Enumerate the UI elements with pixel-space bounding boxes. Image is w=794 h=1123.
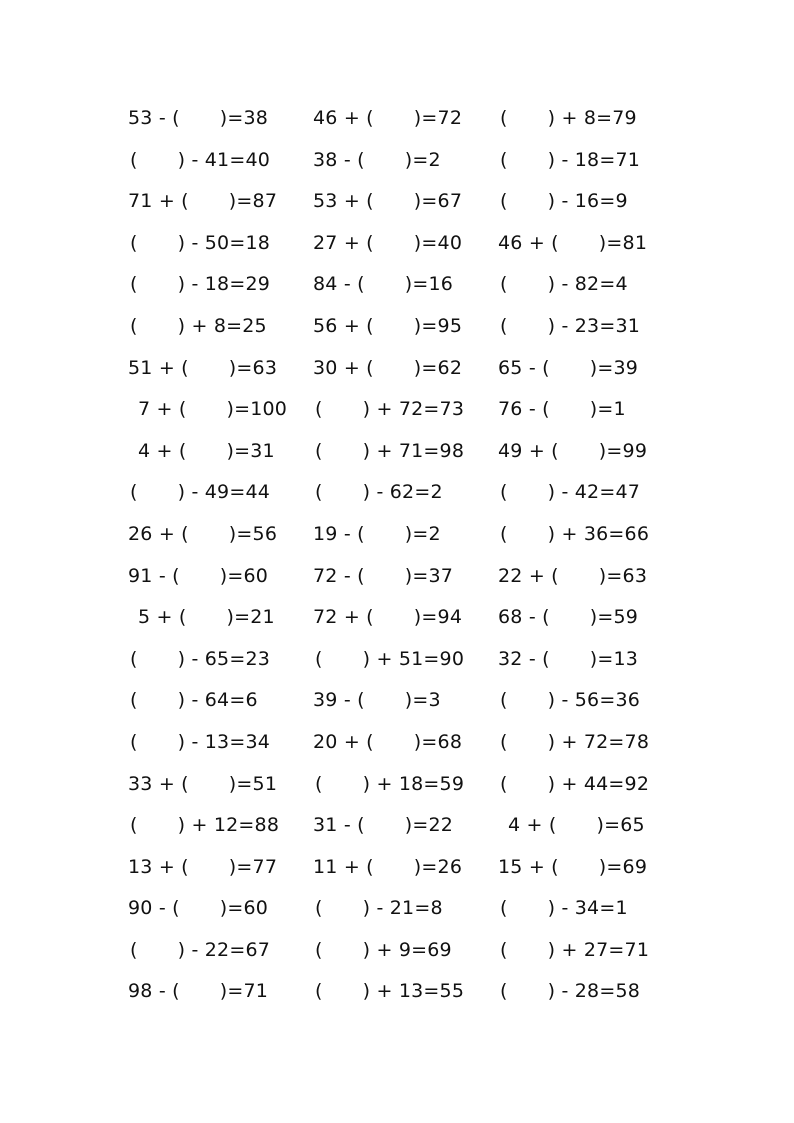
problem-item [313,348,462,390]
problem-left-part: 91 - ( [128,564,180,587]
problem-right-part: )=2 [404,148,441,171]
problem-left-part: ( [500,148,508,171]
problem-left-part: 98 - ( [128,980,180,1003]
problem-left-part: 27 + ( [313,231,374,254]
problem-left-part: 15 + ( [498,855,559,878]
problem-left-part: 26 + ( [128,522,189,545]
problem-right-part: ) - 50=18 [177,231,271,254]
problem-item [130,264,270,306]
problem-right-part: ) + 44=92 [547,772,650,795]
problem-item [315,971,464,1013]
problem-item [500,722,649,764]
problem-left-part: ( [500,897,508,920]
problem-item [313,181,462,223]
problem-right-part: ) + 72=78 [547,730,650,753]
problem-left-part: ( [130,814,138,837]
problem-right-part: ) - 21=8 [362,897,443,920]
problem-row [128,556,658,598]
problem-item [500,140,640,182]
problem-left-part: 53 - ( [128,107,180,129]
problem-row [128,597,658,639]
problem-item [128,514,277,556]
problem-item [128,888,268,930]
problem-left-part: ( [500,522,508,545]
problem-item [500,971,640,1013]
problem-row [128,847,658,889]
problem-right-part: )=59 [589,606,639,629]
problem-item [128,98,268,140]
problem-item [128,556,268,598]
problem-row [128,223,658,265]
problem-item [500,306,640,348]
problem-left-part: 22 + ( [498,564,559,587]
problem-right-part: ) + 71=98 [362,439,465,462]
problem-row [128,98,658,140]
problem-item [315,431,464,473]
problem-right-part: )=56 [228,522,278,545]
problem-left-part: 31 - ( [313,814,365,837]
problem-item [500,888,628,930]
problem-left-part: ( [130,730,138,753]
problem-right-part: ) + 27=71 [547,938,650,961]
problem-right-part: )=69 [598,855,648,878]
problem-row [128,680,658,722]
problem-left-part: ( [130,647,138,670]
problem-left-part: ( [130,148,138,171]
problem-row [128,431,658,473]
problem-item [313,140,441,182]
problem-left-part: 20 + ( [313,730,374,753]
problem-right-part: )=94 [413,606,463,629]
problem-row [128,472,658,514]
problem-item [128,181,277,223]
problem-row [128,348,658,390]
problem-item [313,597,462,639]
problem-row [128,264,658,306]
problem-item [130,680,258,722]
problem-right-part: )=40 [413,231,463,254]
problem-left-part: 90 - ( [128,897,180,920]
problem-left-part: ( [500,107,508,129]
problem-item [315,888,443,930]
problem-right-part: ) - 22=67 [177,938,271,961]
problem-item [500,680,640,722]
problem-left-part: ( [500,481,508,504]
problem-right-part: )=99 [598,439,648,462]
problem-item [130,722,270,764]
problem-right-part: )=77 [228,855,278,878]
problem-item [138,597,275,639]
problem-item [500,181,628,223]
problem-right-part: )=2 [404,522,441,545]
problem-right-part: )=81 [598,231,648,254]
problem-item [498,847,647,889]
problem-left-part: 32 - ( [498,647,550,670]
problem-right-part: ) - 41=40 [177,148,271,171]
problem-right-part: ) - 64=6 [177,689,258,712]
problem-right-part: ) - 34=1 [547,897,628,920]
problem-row [128,514,658,556]
problem-left-part: ( [130,938,138,961]
problem-left-part: 53 + ( [313,190,374,213]
problem-left-part: 38 - ( [313,148,365,171]
problem-right-part: )=26 [413,855,463,878]
problem-left-part: 76 - ( [498,398,550,421]
problem-left-part: ( [315,439,323,462]
problem-item [315,764,464,806]
problem-left-part: 46 + ( [498,231,559,254]
problem-row [128,140,658,182]
problem-left-part: ( [315,647,323,670]
problem-right-part: )=62 [413,356,463,379]
problem-item [313,514,441,556]
problem-left-part: 68 - ( [498,606,550,629]
problem-right-part: )=60 [219,564,269,587]
problem-item [313,680,441,722]
problem-item [498,639,638,681]
problem-left-part: 84 - ( [313,273,365,296]
problem-right-part: )=65 [596,814,645,837]
problem-left-part: ( [500,689,508,712]
problem-right-part: )=37 [404,564,454,587]
problem-right-part: )=16 [404,273,454,296]
problem-item [498,597,638,639]
problem-right-part: ) - 16=9 [547,190,628,213]
problem-item [498,556,647,598]
problem-item [500,98,637,140]
problem-item [315,472,443,514]
problem-left-part: ( [315,481,323,504]
problem-item [313,264,453,306]
problem-right-part: )=21 [226,606,275,629]
problem-right-part: ) - 28=58 [547,980,641,1003]
problem-item [315,389,464,431]
problem-item [130,472,270,514]
problem-left-part: ( [315,938,323,961]
problem-right-part: ) + 51=90 [362,647,465,670]
problem-left-part: ( [130,689,138,712]
problem-right-part: )=13 [589,647,639,670]
problem-right-part: ) - 56=36 [547,689,641,712]
problem-left-part: 49 + ( [498,439,559,462]
problem-right-part: ) - 18=71 [547,148,641,171]
problem-right-part: )=38 [219,107,269,129]
problem-right-part: ) + 72=73 [362,398,465,421]
problem-item [130,805,279,847]
problem-right-part: ) + 13=55 [362,980,465,1003]
problem-row [128,888,658,930]
problem-left-part: ( [500,980,508,1003]
problem-item [313,805,453,847]
problem-right-part: ) + 9=69 [362,938,452,961]
problem-item [313,556,453,598]
problem-row [128,389,658,431]
problem-item [130,639,270,681]
problem-left-part: 7 + ( [138,398,187,421]
problem-left-part: ( [500,730,508,753]
problem-left-part: 65 - ( [498,356,550,379]
problem-item [315,639,464,681]
problem-right-part: ) + 18=59 [362,772,465,795]
problem-right-part: )=100 [226,398,288,421]
problem-right-part: ) - 49=44 [177,481,271,504]
problem-left-part: 4 + ( [508,814,557,837]
problem-left-part: 33 + ( [128,772,189,795]
problem-left-part: ( [315,772,323,795]
problem-row [128,181,658,223]
problem-item [500,930,649,972]
problem-left-part: ( [130,314,138,337]
problem-row [128,764,658,806]
problem-left-part: ( [500,772,508,795]
problem-right-part: )=67 [413,190,463,213]
problem-item [313,847,462,889]
problem-item [313,98,462,140]
problem-item [130,140,270,182]
problem-item [500,472,640,514]
problem-grid [128,98,658,1013]
problem-left-part: ( [500,190,508,213]
problem-right-part: )=72 [413,107,463,129]
problem-right-part: )=63 [598,564,648,587]
problem-left-part: 13 + ( [128,855,189,878]
problem-right-part: ) - 65=23 [177,647,271,670]
problem-item [313,722,462,764]
problem-right-part: )=51 [228,772,278,795]
problem-left-part: 11 + ( [313,855,374,878]
problem-left-part: ( [315,897,323,920]
problem-left-part: ( [130,481,138,504]
problem-row [128,306,658,348]
problem-left-part: 4 + ( [138,439,187,462]
problem-left-part: 5 + ( [138,606,187,629]
problem-right-part: )=63 [228,356,278,379]
problem-left-part: 56 + ( [313,314,374,337]
problem-row [128,805,658,847]
problem-right-part: )=71 [219,980,269,1003]
problem-right-part: )=60 [219,897,269,920]
problem-item [498,431,647,473]
problem-left-part: 51 + ( [128,356,189,379]
problem-item [138,389,287,431]
problem-right-part: ) - 42=47 [547,481,641,504]
problem-right-part: )=31 [226,439,275,462]
problem-row [128,971,658,1013]
problem-left-part: 72 + ( [313,606,374,629]
problem-item [130,306,267,348]
problem-item [508,805,645,847]
problem-right-part: ) + 36=66 [547,522,650,545]
problem-item [313,223,462,265]
problem-left-part: 39 - ( [313,689,365,712]
problem-row [128,930,658,972]
problem-item [313,306,462,348]
problem-left-part: 46 + ( [313,107,374,129]
problem-left-part: ( [500,938,508,961]
problem-right-part: ) - 23=31 [547,314,641,337]
problem-right-part: ) + 8=79 [547,107,637,129]
problem-item [128,764,277,806]
problem-item [500,764,649,806]
problem-right-part: )=39 [589,356,639,379]
problem-right-part: ) + 8=25 [177,314,267,337]
problem-left-part: ( [130,273,138,296]
problem-right-part: ) + 12=88 [177,814,280,837]
problem-left-part: ( [500,273,508,296]
problem-item [498,389,626,431]
problem-left-part: ( [315,398,323,421]
problem-item [128,971,268,1013]
problem-item [498,223,647,265]
problem-row [128,722,658,764]
problem-left-part: ( [315,980,323,1003]
problem-left-part: 72 - ( [313,564,365,587]
problem-item [498,348,638,390]
problem-right-part: ) - 18=29 [177,273,271,296]
problem-left-part: 71 + ( [128,190,189,213]
problem-item [130,930,270,972]
problem-right-part: )=22 [404,814,454,837]
problem-item [500,514,649,556]
problem-right-part: ) - 62=2 [362,481,443,504]
problem-item [128,348,277,390]
problem-left-part: ( [130,231,138,254]
problem-right-part: )=1 [589,398,626,421]
problem-item [138,431,275,473]
problem-item [500,264,628,306]
problem-item [128,847,277,889]
problem-right-part: ) - 82=4 [547,273,628,296]
problem-row [128,639,658,681]
problem-item [315,930,452,972]
problem-right-part: )=3 [404,689,441,712]
problem-item [130,223,270,265]
problem-right-part: )=95 [413,314,463,337]
problem-right-part: )=68 [413,730,463,753]
problem-left-part: ( [500,314,508,337]
problem-left-part: 19 - ( [313,522,365,545]
problem-right-part: ) - 13=34 [177,730,271,753]
problem-right-part: )=87 [228,190,278,213]
problem-left-part: 30 + ( [313,356,374,379]
